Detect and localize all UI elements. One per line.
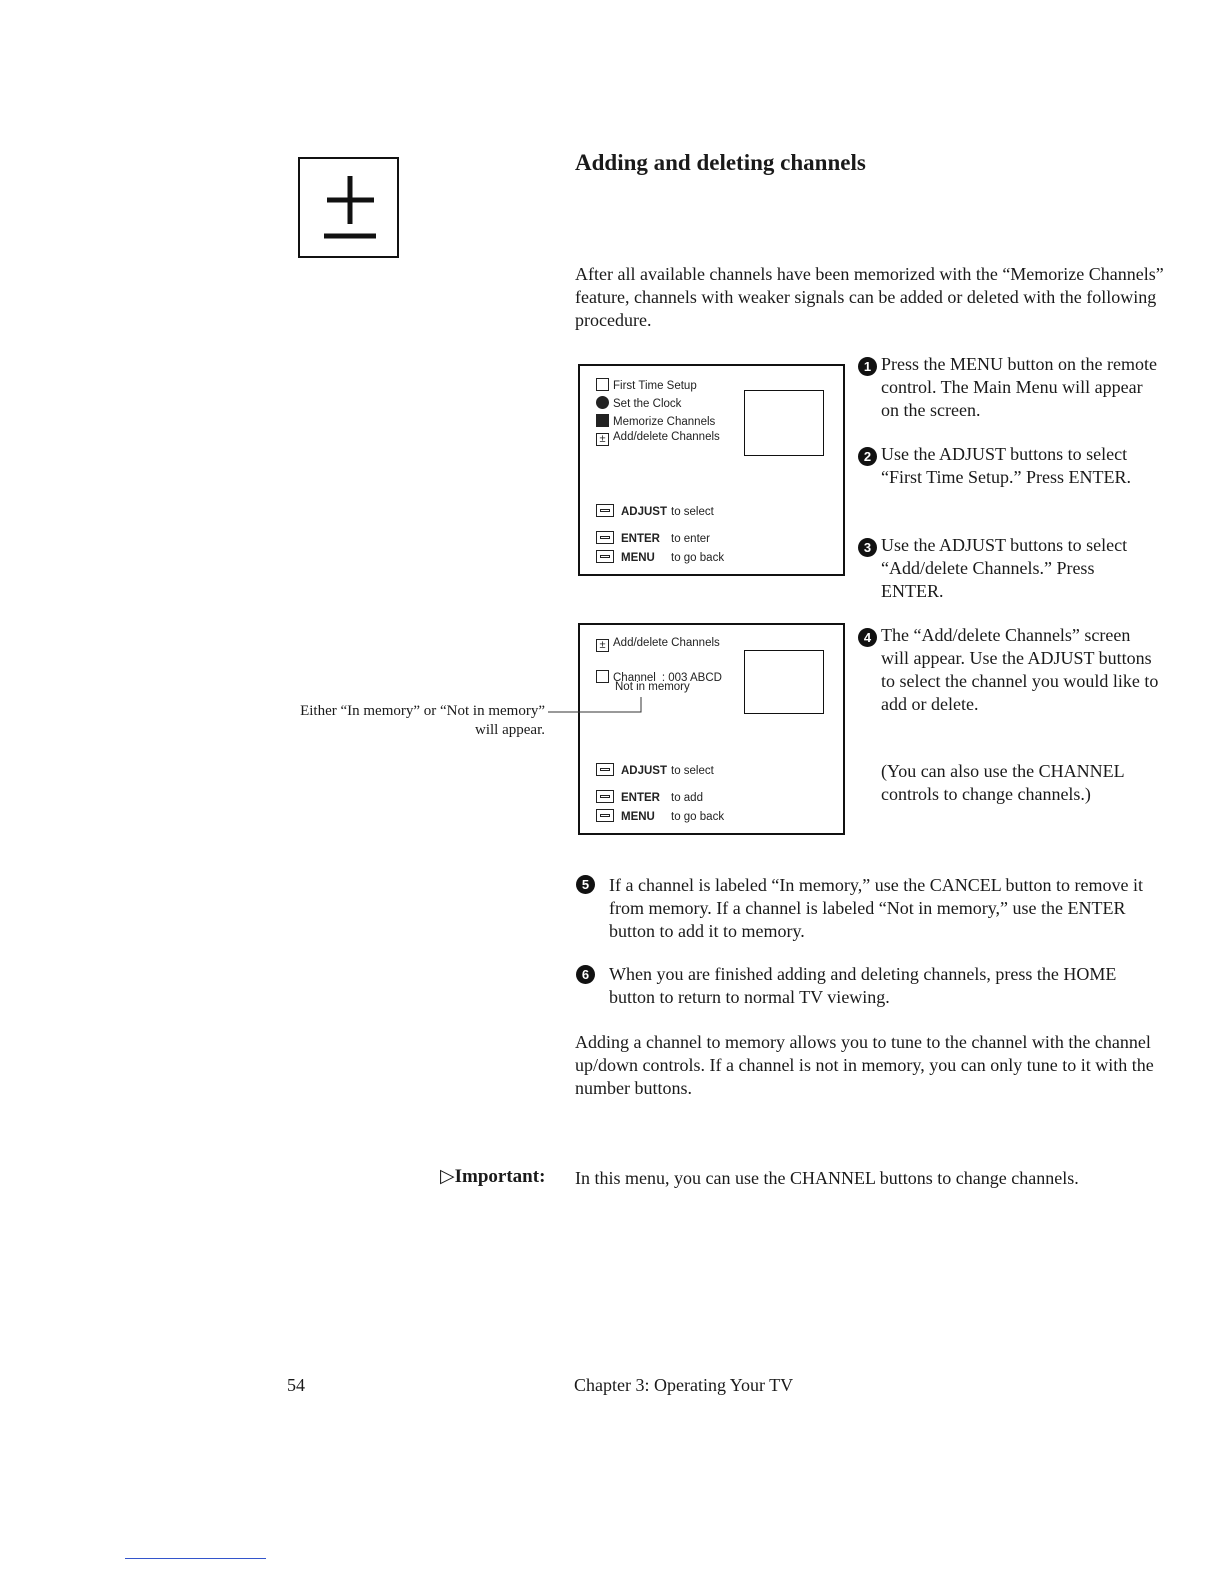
key-action: to add xyxy=(671,792,703,804)
menu-item-first-time-setup xyxy=(596,378,697,392)
page-number: 54 xyxy=(287,1375,305,1395)
adjust-key-icon xyxy=(596,763,614,776)
step-6-text: When you are finished adding and deleting channels, press the HOME button to return to normal TV viewing. xyxy=(609,964,1117,1007)
menu-key-icon xyxy=(596,809,614,822)
step-number-2: 2 xyxy=(858,447,877,466)
chapter-footer: Chapter 3: Operating Your TV xyxy=(574,1375,794,1395)
key-action: to select xyxy=(671,765,714,777)
key-action: to go back xyxy=(671,811,725,823)
screen-header-label: Add/delete Channels xyxy=(613,637,720,649)
menu-item-label: Set the Clock xyxy=(613,398,682,410)
key-label: MENU xyxy=(621,811,655,823)
step-number-5: 5 xyxy=(576,875,595,894)
menu-key-icon xyxy=(596,550,614,563)
step-number-1: 1 xyxy=(858,357,877,376)
important-text: In this menu, you can use the CHANNEL buttons to change channels. xyxy=(575,1168,1079,1188)
adjust-key-icon xyxy=(596,504,614,517)
channel-value: : 003 ABCD xyxy=(661,672,722,684)
memorize-icon xyxy=(596,414,609,427)
channel-label: Channel xyxy=(613,672,656,684)
menu-item-label: First Time Setup xyxy=(613,380,697,392)
key-hint-menu xyxy=(596,809,724,823)
important-label: Important: xyxy=(454,1166,546,1187)
key-action: to select xyxy=(671,506,714,518)
key-hint-enter xyxy=(596,790,703,804)
key-label: ENTER xyxy=(621,792,660,804)
step-5-text: If a channel is labeled “In memory,” use the CANCEL button to remove it from memory. If a channel is labeled “Not in memory,” use the ENTER button to add it to memory. xyxy=(609,875,1144,941)
plus-minus-icon: ± xyxy=(596,639,609,652)
step-3-text: Use the ADJUST buttons to select “Add/delete Channels.” Press ENTER. xyxy=(881,535,1128,601)
key-label: ADJUST xyxy=(621,506,668,518)
enter-key-icon xyxy=(596,531,614,544)
step-1-text: Press the MENU button on the remote control. The Main Menu will appear on the screen. xyxy=(881,354,1157,420)
enter-key-icon xyxy=(596,790,614,803)
channel-icon xyxy=(596,670,609,683)
step-2-text: Use the ADJUST buttons to select “First Time Setup.” Press ENTER. xyxy=(881,444,1132,487)
key-label: ADJUST xyxy=(621,765,668,777)
closing-paragraph: Adding a channel to memory allows you to tune to the channel with the channel up/down controls. If a channel is not in memory, you can only tune to it with the number buttons. xyxy=(575,1032,1154,1098)
callout-line xyxy=(548,695,648,720)
step-number-6: 6 xyxy=(576,965,595,984)
key-hint-adjust xyxy=(596,763,714,777)
main-menu-screen xyxy=(578,364,845,576)
setup-icon xyxy=(596,378,609,391)
plus-minus-icon xyxy=(298,157,399,258)
preview-window xyxy=(744,390,824,456)
key-label: ENTER xyxy=(621,533,660,545)
menu-item-label: Add/delete Channels xyxy=(613,431,720,443)
key-action: to enter xyxy=(671,533,710,545)
preview-window xyxy=(744,650,824,714)
key-label: MENU xyxy=(621,552,655,564)
menu-item-set-clock xyxy=(596,396,681,410)
triangle-right-icon: ▷ xyxy=(440,1166,455,1187)
key-hint-adjust xyxy=(596,504,714,518)
menu-item-label: Memorize Channels xyxy=(613,416,716,428)
step-number-4: 4 xyxy=(858,628,877,647)
intro-paragraph: After all available channels have been memorized with the “Memorize Channels” feature, channels with weaker signals can be added or deleted with the following procedure. xyxy=(575,264,1164,330)
menu-item-memorize-channels xyxy=(596,414,715,428)
key-hint-enter xyxy=(596,531,710,545)
menu-item-add-delete-channels xyxy=(596,431,720,446)
plus-minus-icon: ± xyxy=(596,433,609,446)
callout-text: Either “In memory” or “Not in memory” will appear. xyxy=(300,703,545,738)
add-delete-screen xyxy=(578,623,845,835)
memory-status: Not in memory xyxy=(615,681,690,693)
key-action: to go back xyxy=(671,552,725,564)
step-number-3: 3 xyxy=(858,538,877,557)
important-label-wrap xyxy=(440,1165,572,1188)
step-4-text: The “Add/delete Channels” screen will appear. Use the ADJUST buttons to select the channel you would like to add or delete. xyxy=(881,625,1159,714)
page-title: Adding and deleting channels xyxy=(575,150,866,175)
step-4-note: (You can also use the CHANNEL controls to change channels.) xyxy=(881,761,1124,804)
clock-icon xyxy=(596,396,609,409)
bottom-rule xyxy=(125,1558,266,1559)
screen-header xyxy=(596,637,720,652)
key-hint-menu xyxy=(596,550,724,564)
